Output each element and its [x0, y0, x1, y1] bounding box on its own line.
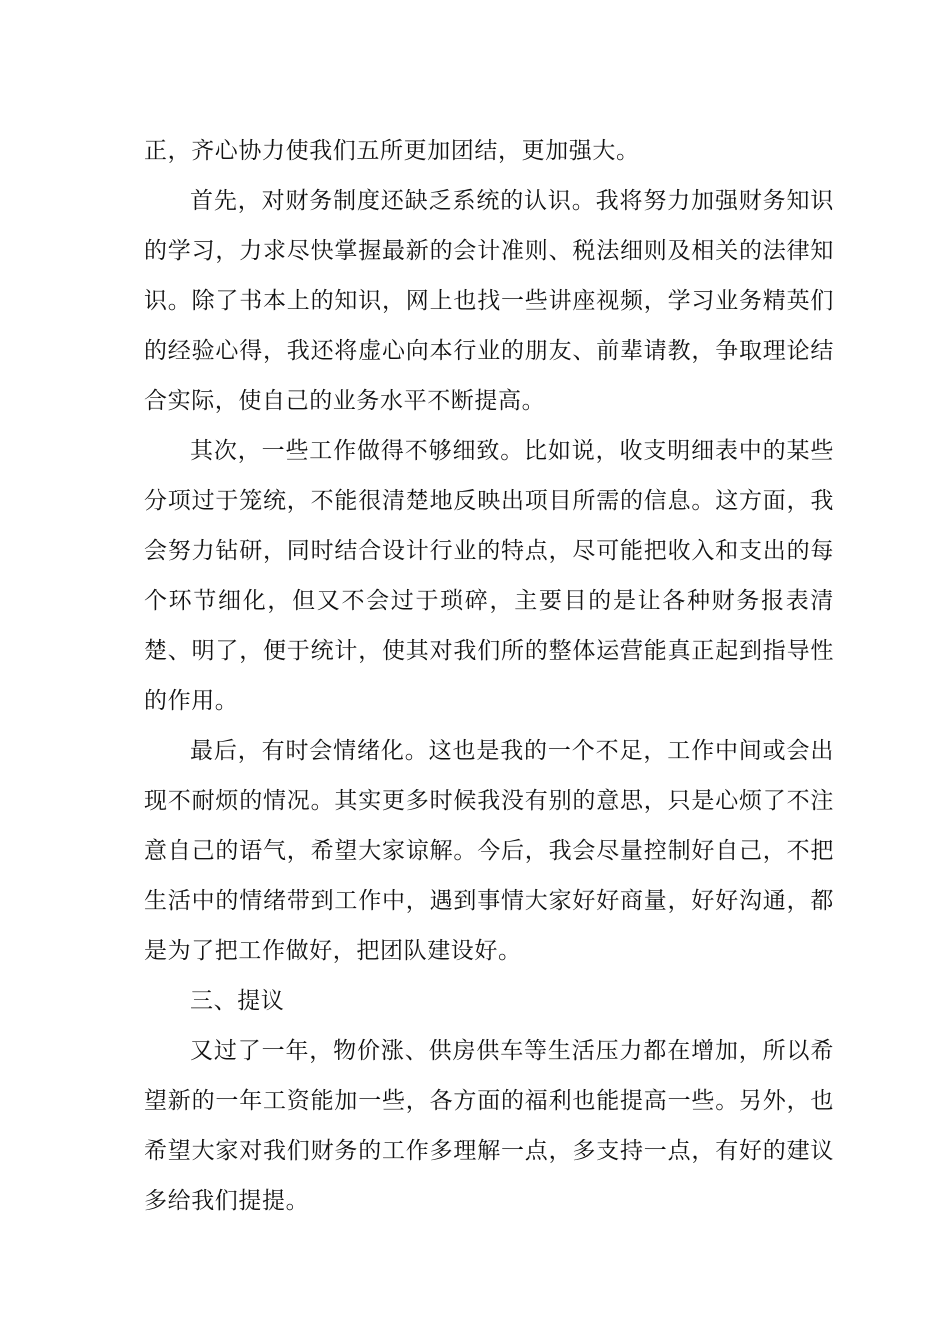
paragraph-third-point: 最后，有时会情绪化。这也是我的一个不足，工作中间或会出现不耐烦的情况。其实更多时候我没有别的意思，只是心烦了不注意自己的语气，希望大家谅解。今后，我会尽量控制好自己，不把生活中的情绪带到工作中，遇到事情大家好好商量，好好沟通，都是为了把工作做好，把团队建设好。: [144, 738, 834, 964]
paragraph-second-point: 其次，一些工作做得不够细致。比如说，收支明细表中的某些分项过于笼统，不能很清楚地反映出项目所需的信息。这方面，我会努力钻研，同时结合设计行业的特点，尽可能把收入和支出的每个环节细化，但又不会过于琐碎，主要目的是让各种财务报表清楚、明了，便于统计，使其对我们所的整体运营能真正起到指导性的作用。: [144, 438, 834, 714]
paragraph-suggestions: 又过了一年，物价涨、供房供车等生活压力都在增加，所以希望新的一年工资能加一些，各方面的福利也能提高一些。另外，也希望大家对我们财务的工作多理解一点，多支持一点，有好的建议多给我们提提。: [144, 1038, 834, 1214]
paragraph-continuation: 正，齐心协力使我们五所更加团结，更加强大。: [144, 138, 640, 164]
document-body: [144, 126, 834, 1226]
paragraph-first-point: 首先，对财务制度还缺乏系统的认识。我将努力加强财务知识的学习，力求尽快掌握最新的会计准则、税法细则及相关的法律知识。除了书本上的知识，网上也找一些讲座视频，学习业务精英们的经验心得，我还将虚心向本行业的朋友、前辈请教，争取理论结合实际，使自己的业务水平不断提高。: [144, 188, 834, 414]
section-heading-suggestions: 三、提议: [190, 988, 285, 1014]
